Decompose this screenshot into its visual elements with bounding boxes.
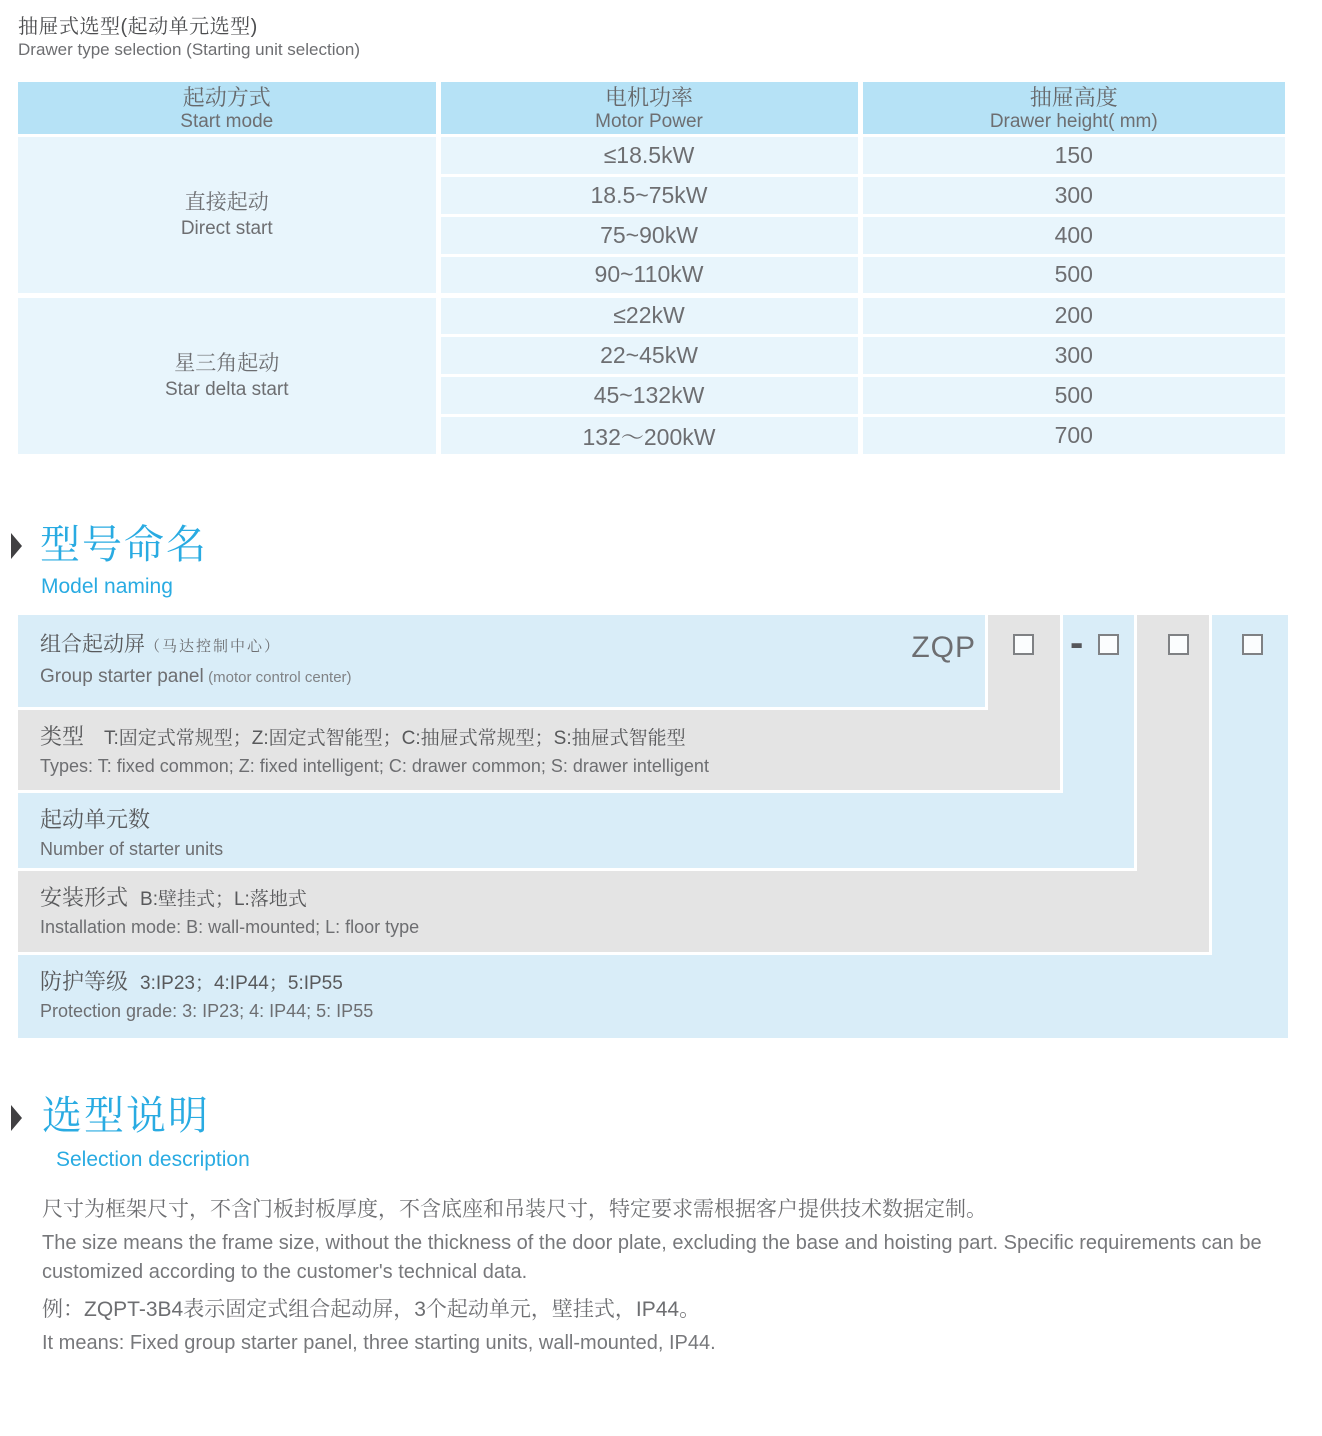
code-column-stripe bbox=[1212, 615, 1288, 1038]
motor-power-cell: ≤22kW bbox=[438, 295, 860, 335]
column-divider bbox=[1060, 615, 1063, 790]
band3-zh-line bbox=[40, 803, 1137, 834]
band5-desc: 3:IP23；4:IP44；5:IP55 bbox=[140, 973, 343, 994]
paragraph-zh: 例：ZQPT-3B4表示固定式组合起动屏，3个起动单元，壁挂式，IP44。 bbox=[42, 1298, 701, 1321]
band-group-starter-panel bbox=[18, 615, 988, 707]
drawer-height-cell: 500 bbox=[860, 255, 1285, 295]
band2-en: Types: T: fixed common; Z: fixed intelligent; C: drawer common; S: drawer intelligent bbox=[40, 756, 709, 776]
model-code-box-3 bbox=[1168, 634, 1189, 655]
motor-power-cell: ≤18.5kW bbox=[438, 135, 860, 175]
motor-power-cell: 90~110kW bbox=[438, 255, 860, 295]
band1-zh-paren: （马达控制中心） bbox=[145, 638, 282, 655]
col-header-motor-power bbox=[438, 82, 860, 135]
band-starter-units bbox=[18, 793, 1137, 868]
model-code-prefix: ZQP bbox=[911, 631, 976, 664]
start-mode-cell-direct bbox=[18, 135, 438, 295]
drawer-height-cell: 700 bbox=[860, 415, 1285, 455]
band1-en-main: Group starter panel bbox=[40, 666, 204, 687]
band2-label: 类型 bbox=[40, 724, 85, 749]
band3-label: 起动单元数 bbox=[40, 807, 151, 832]
code-column-stripe bbox=[1137, 615, 1212, 952]
drawer-height-cell: 400 bbox=[860, 215, 1285, 255]
section-heading-selection-zh: 选型说明 bbox=[42, 1094, 210, 1138]
page-title-zh: 抽屉式选型(起动单元选型) bbox=[18, 16, 258, 38]
drawer-selection-table bbox=[18, 82, 1285, 457]
col-header-motor-power-zh: 电机功率 bbox=[604, 84, 693, 110]
paragraph-en: The size means the frame size, without the thickness of the door plate, excluding the base and hoisting part. Specific requirements can be customized according to the customer's technical data. bbox=[42, 1232, 1262, 1283]
column-divider bbox=[1134, 615, 1137, 868]
drawer-height-cell: 300 bbox=[860, 335, 1285, 375]
section-heading-model-naming-en: Model naming bbox=[41, 575, 173, 598]
band-installation-mode bbox=[18, 871, 1212, 952]
drawer-height-cell: 300 bbox=[860, 175, 1285, 215]
band-types bbox=[18, 710, 1063, 790]
page-title-en: Drawer type selection (Starting unit selection) bbox=[18, 40, 361, 59]
col-header-drawer-height-zh: 抽屉高度 bbox=[1029, 84, 1118, 110]
band5-zh-line bbox=[40, 965, 1288, 996]
paragraph-en: It means: Fixed group starter panel, three starting units, wall-mounted, IP44. bbox=[42, 1332, 716, 1354]
band1-zh-main: 组合起动屏 bbox=[40, 633, 145, 656]
table-row bbox=[18, 135, 1285, 175]
table-row bbox=[18, 295, 1285, 335]
col-header-drawer-height-en: Drawer height( mm) bbox=[989, 110, 1158, 132]
section-heading-selection-en: Selection description bbox=[56, 1148, 250, 1171]
dash-separator: - bbox=[1070, 621, 1084, 665]
band4-en: Installation mode: B: wall-mounted; L: floor type bbox=[40, 917, 420, 937]
band2-desc: T:固定式常规型；Z:固定式智能型；C:抽屉式常规型；S:抽屉式智能型 bbox=[104, 728, 686, 749]
col-header-start-mode-zh: 起动方式 bbox=[182, 84, 271, 110]
column-divider bbox=[985, 615, 988, 707]
band5-label: 防护等级 bbox=[40, 969, 129, 994]
start-mode-zh: 直接起动 bbox=[184, 190, 269, 214]
col-header-drawer-height bbox=[860, 82, 1285, 135]
start-mode-en: Star delta start bbox=[164, 378, 289, 400]
selection-description-text bbox=[42, 1194, 1288, 1365]
col-header-motor-power-en: Motor Power bbox=[595, 110, 703, 132]
motor-power-cell: 45~132kW bbox=[438, 375, 860, 415]
model-code-box-4 bbox=[1242, 634, 1263, 655]
band1-en-line bbox=[40, 666, 988, 688]
model-code-box-1 bbox=[1013, 634, 1034, 655]
start-mode-en: Direct start bbox=[180, 217, 273, 239]
start-mode-zh: 星三角起动 bbox=[174, 351, 280, 375]
start-mode-cell-star-delta bbox=[18, 295, 438, 455]
drawer-height-cell: 500 bbox=[860, 375, 1285, 415]
band1-en-paren: (motor control center) bbox=[208, 669, 352, 686]
model-naming-diagram bbox=[18, 615, 1288, 1038]
band3-en: Number of starter units bbox=[40, 839, 224, 859]
col-header-start-mode bbox=[18, 82, 438, 135]
model-code-box-2 bbox=[1098, 634, 1119, 655]
band2-zh-line bbox=[40, 720, 1063, 751]
band4-label: 安装形式 bbox=[40, 885, 129, 910]
col-header-start-mode-en: Start mode bbox=[180, 110, 274, 132]
band5-en: Protection grade: 3: IP23; 4: IP44; 5: IP55 bbox=[40, 1001, 374, 1021]
motor-power-cell: 132～200kW bbox=[438, 415, 860, 455]
band-protection-grade bbox=[18, 955, 1288, 1038]
drawer-height-cell: 200 bbox=[860, 295, 1285, 335]
drawer-height-cell: 150 bbox=[860, 135, 1285, 175]
band4-desc: B:壁挂式；L:落地式 bbox=[140, 889, 307, 910]
band1-zh-line bbox=[40, 628, 988, 658]
table-header-row bbox=[18, 82, 1285, 135]
triangle-bullet-icon bbox=[11, 1105, 22, 1131]
motor-power-cell: 22~45kW bbox=[438, 335, 860, 375]
triangle-bullet-icon bbox=[11, 533, 22, 559]
column-divider bbox=[1209, 615, 1212, 952]
paragraph-zh: 尺寸为框架尺寸，不含门板封板厚度，不含底座和吊装尺寸，特定要求需根据客户提供技术数据定制。 bbox=[42, 1198, 987, 1221]
section-heading-model-naming-zh: 型号命名 bbox=[40, 523, 208, 567]
motor-power-cell: 75~90kW bbox=[438, 215, 860, 255]
band4-zh-line bbox=[40, 881, 1212, 912]
motor-power-cell: 18.5~75kW bbox=[438, 175, 860, 215]
